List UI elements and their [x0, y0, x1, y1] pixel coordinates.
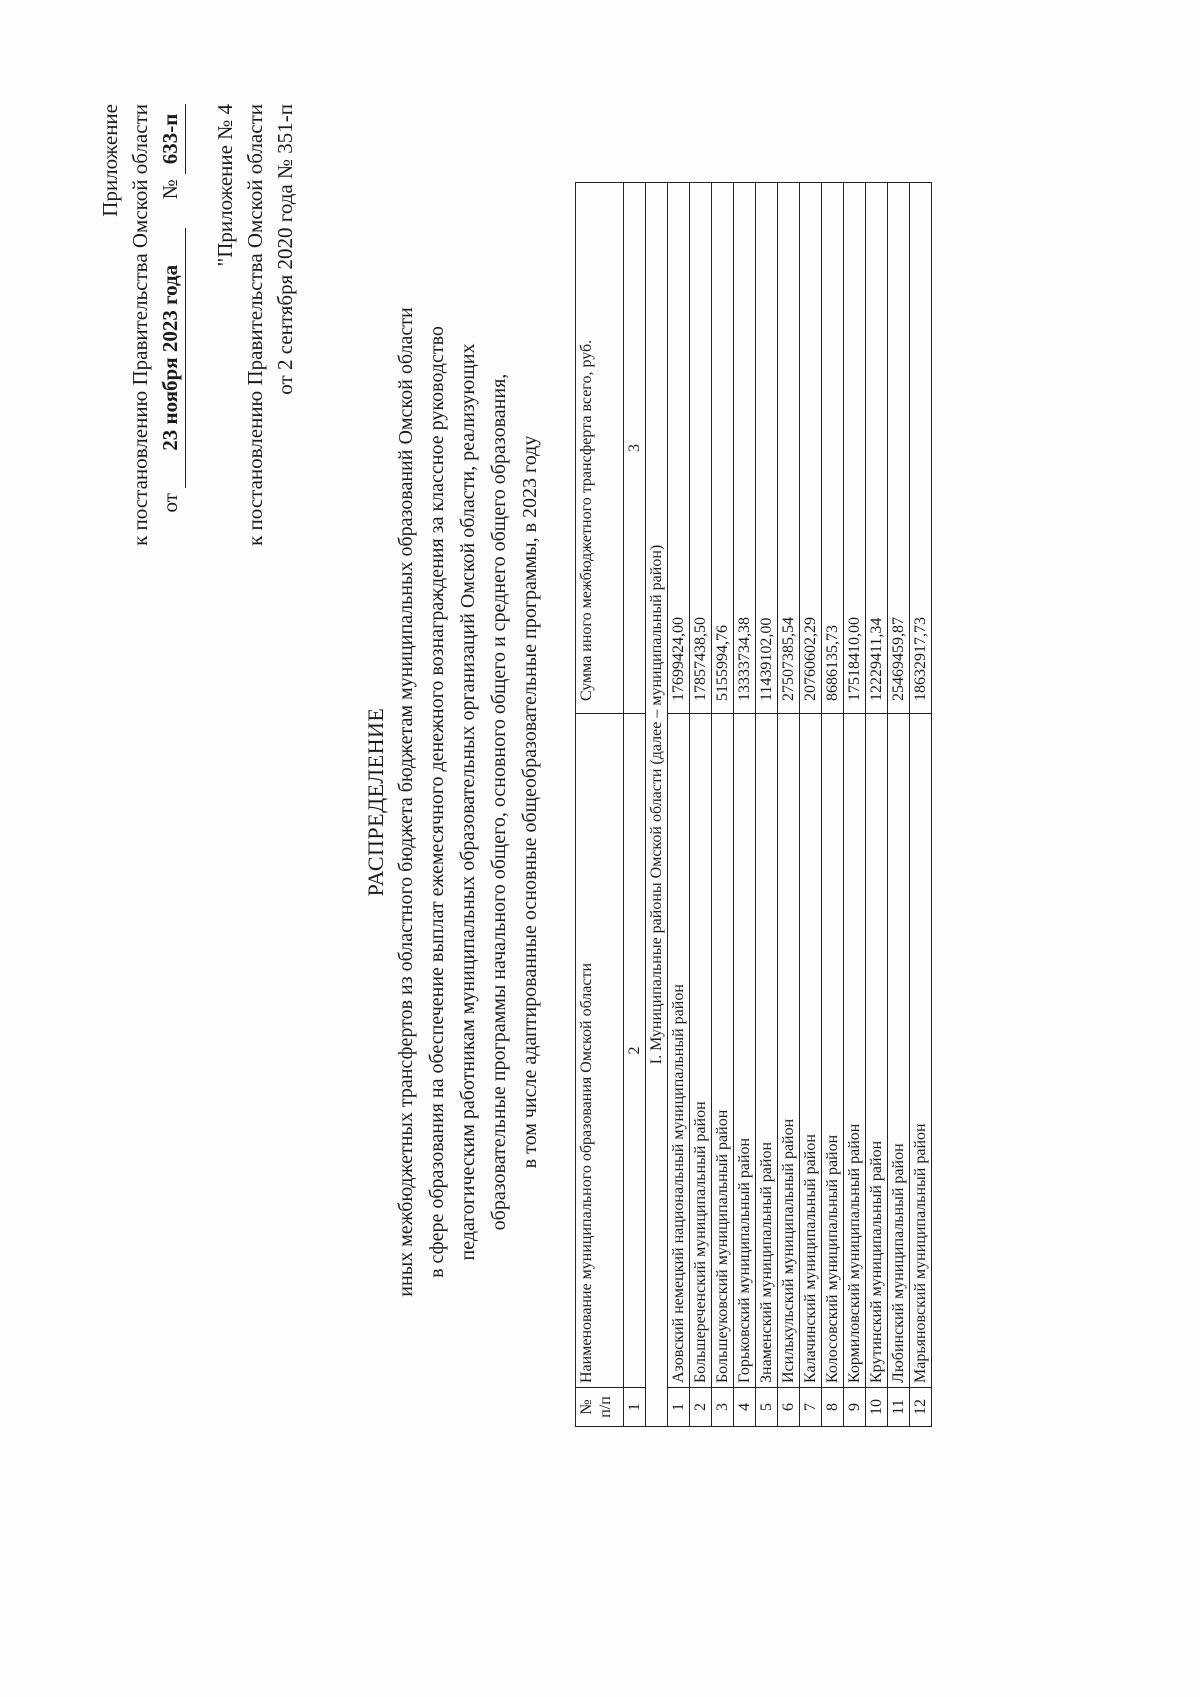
header-number: № п/п [576, 1388, 624, 1427]
transfer-sum: 13333734,38 [734, 183, 756, 714]
title-line: педагогическим работникам муниципальных образовательных организаций Омской области, реализующих [457, 343, 479, 1261]
index-cell: 3 [624, 183, 646, 714]
table-row [778, 183, 800, 1427]
table-header-row [576, 183, 624, 1427]
municipality-name: Большереченский муниципальный район [690, 714, 712, 1388]
transfer-sum: 27507385,54 [778, 183, 800, 714]
municipality-name: Знаменский муниципальный район [756, 714, 778, 1388]
table-row [866, 183, 888, 1427]
appendix-title: Приложение [98, 104, 122, 217]
table-row [756, 183, 778, 1427]
transfer-sum: 5155994,76 [712, 183, 734, 714]
transfer-sum: 25469459,87 [888, 183, 910, 714]
row-number: 8 [822, 1388, 844, 1427]
transfer-sum: 11439102,00 [756, 183, 778, 714]
row-number: 4 [734, 1388, 756, 1427]
annex-title: "Приложение № 4 [213, 104, 237, 267]
municipality-name: Кормиловский муниципальный район [844, 714, 866, 1388]
municipality-name: Азовский немецкий национальный муниципальный район [668, 714, 690, 1388]
table-row [822, 183, 844, 1427]
row-number: 11 [888, 1388, 910, 1427]
document-title [360, 227, 546, 1377]
transfer-sum: 12229411,34 [866, 183, 888, 714]
transfer-sum: 17857438,50 [690, 183, 712, 714]
row-number: 2 [690, 1388, 712, 1427]
transfer-sum: 17518410,00 [844, 183, 866, 714]
appendix-header [95, 104, 186, 546]
distribution-table [575, 182, 932, 1427]
header-municipality: Наименование муниципального образования Омской области [576, 714, 624, 1388]
row-number: 9 [844, 1388, 866, 1427]
table-row [910, 183, 932, 1427]
row-number: 10 [866, 1388, 888, 1427]
municipality-name: Большеуковский муниципальный район [712, 714, 734, 1388]
table-row [668, 183, 690, 1427]
decree-number: 633-п [155, 104, 186, 174]
row-number: 7 [800, 1388, 822, 1427]
section-title: I. Муниципальные районы Омской области (далее – муниципальный район) [646, 183, 668, 1427]
municipality-name: Исилькульский муниципальный район [778, 714, 800, 1388]
annex-date: от 2 сентября 2020 года № 351-п [273, 104, 297, 395]
index-cell: 2 [624, 714, 646, 1388]
table-row [712, 183, 734, 1427]
index-cell: 1 [624, 1388, 646, 1427]
annex-header [210, 104, 300, 546]
row-number: 5 [756, 1388, 778, 1427]
decree-date: 23 ноября 2023 года [155, 228, 186, 488]
title-heading: РАСПРЕДЕЛЕНИЕ [363, 707, 388, 897]
municipality-name: Марьяновский муниципальный район [910, 714, 932, 1388]
transfer-sum: 20760602,29 [800, 183, 822, 714]
table-row [844, 183, 866, 1427]
row-number: 1 [668, 1388, 690, 1427]
transfer-sum: 17699424,00 [668, 183, 690, 714]
municipality-name: Горьковский муниципальный район [734, 714, 756, 1388]
municipality-name: Колосовский муниципальный район [822, 714, 844, 1388]
date-prefix: от [158, 493, 182, 513]
row-number: 6 [778, 1388, 800, 1427]
section-row [646, 183, 668, 1427]
column-index-row [624, 183, 646, 1427]
appendix-date-line [155, 104, 186, 546]
table-row [690, 183, 712, 1427]
municipality-name: Любинский муниципальный район [888, 714, 910, 1388]
appendix-reference: к постановлению Правительства Омской области [128, 104, 152, 546]
header-sum: Сумма иного межбюджетного трансферта всего, руб. [576, 183, 624, 714]
table-row [734, 183, 756, 1427]
table-row [888, 183, 910, 1427]
title-line: в том числе адаптированные основные общеобразовательные программы, в 2023 году [519, 435, 541, 1169]
annex-reference: к постановлению Правительства Омской области [243, 104, 267, 546]
row-number: 12 [910, 1388, 932, 1427]
municipality-name: Крутинский муниципальный район [866, 714, 888, 1388]
table-row [800, 183, 822, 1427]
number-prefix: № [158, 179, 182, 200]
transfer-sum: 18632917,73 [910, 183, 932, 714]
municipality-name: Калачинский муниципальный район [800, 714, 822, 1388]
title-line: в сфере образования на обеспечение выплат ежемесячного денежного вознаграждения за классное руководство [426, 326, 448, 1278]
transfer-sum: 8686135,73 [822, 183, 844, 714]
row-number: 3 [712, 1388, 734, 1427]
title-line: образовательные программы начального общего, основного общего и среднего общего образования, [488, 373, 510, 1231]
title-line: иных межбюджетных трансфертов из областного бюджета бюджетам муниципальных образований Омской области [395, 307, 417, 1297]
